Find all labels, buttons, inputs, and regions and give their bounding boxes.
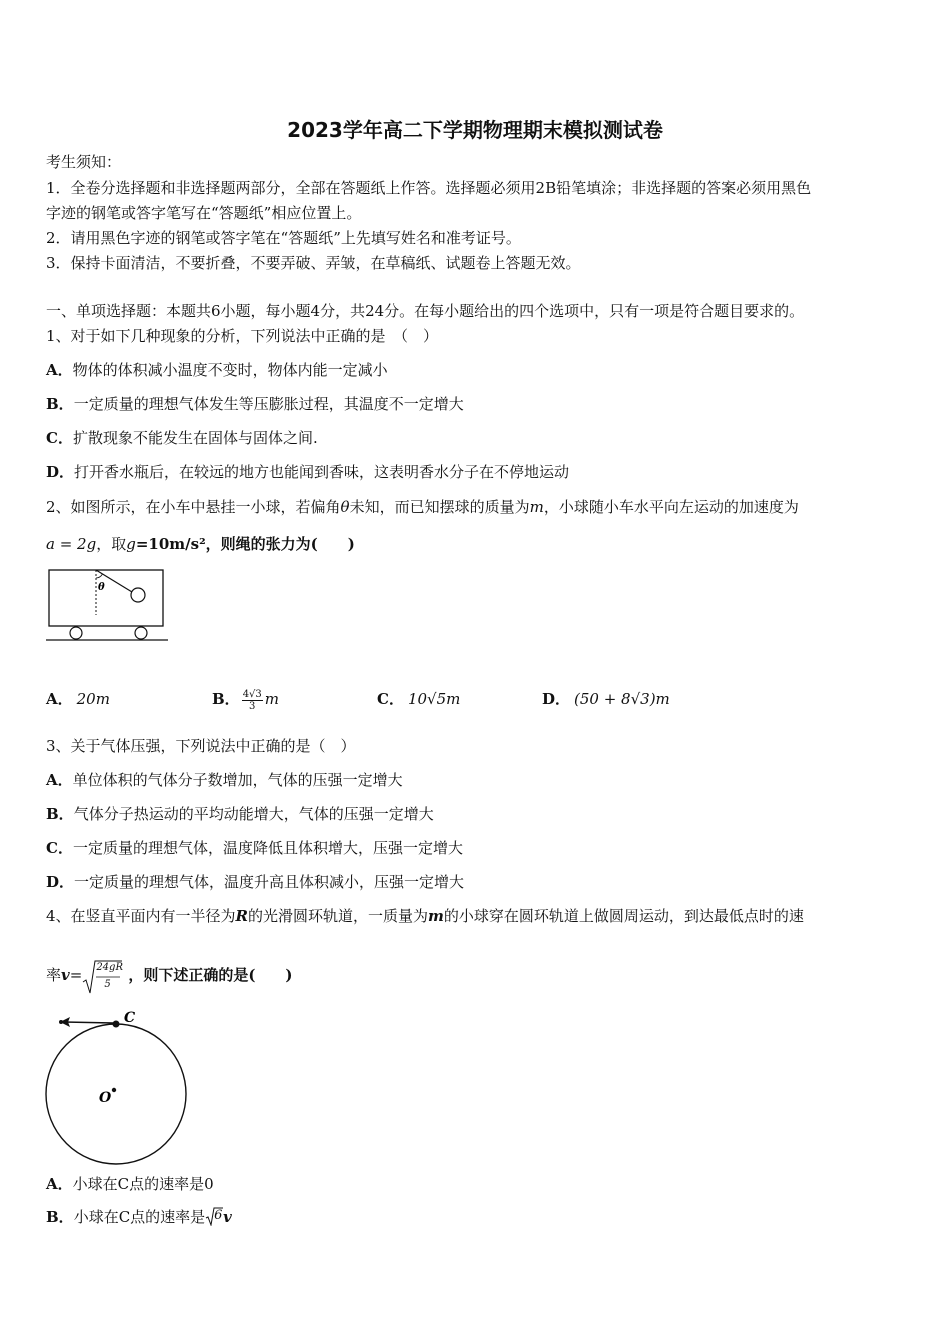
q1-option-c [46,428,318,448]
option-label: B． [46,805,74,823]
notice-item-1: 1．全卷分选择题和非选择题两部分，全部在答题纸上作答。选择题必须用2B铅笔填涂；非选择题的答案必须用黑色 [46,179,812,197]
fraction [242,689,263,712]
option-text: 10√5m [407,690,461,708]
mass-symbol: m [428,907,444,925]
option-label: C． [377,690,404,708]
fraction-numerator: 24gR [96,962,123,973]
option-label: D． [46,873,75,891]
notice-heading: 考生须知： [46,153,122,171]
q2-stem-line1 [46,497,799,517]
q3-option-c [46,838,463,858]
radicand: 6 [214,1208,223,1223]
option-label: A． [46,361,73,379]
option-unit: m [264,690,280,708]
option-label: B． [46,1208,74,1226]
q2-stem-part: ，则绳的张力为( ) [205,535,355,553]
page-title: 2023学年高二下学期物理期末模拟测试卷 [287,118,663,142]
label-c: C [124,1010,136,1026]
q1-option-a [46,360,388,380]
q2-stem-part: 未知，而已知摆球的质量为 [349,498,530,516]
q4-option-a [46,1174,214,1194]
option-label: B． [46,395,74,413]
cart-body [49,570,163,626]
q3-option-b [46,804,434,824]
radius-symbol: R [235,907,249,925]
q2-option-d [542,688,670,709]
q3-stem: 3、关于气体压强，下列说法中正确的是（ ） [46,737,356,755]
center-point [112,1088,116,1092]
cart-wheel-left [70,627,82,639]
fraction-denominator: 5 [104,979,111,990]
q2-option-a [46,688,110,709]
option-label: D． [46,463,75,481]
option-text: 扩散现象不能发生在固体与固体之间. [72,429,318,447]
q4-stem-part: 的小球穿在圆环轨道上做圆周运动，到达最低点时的速 [443,907,804,925]
q2-stem-line2 [46,534,355,554]
q2-stem-part: ，小球随小车水平向左运动的加速度为 [543,498,799,516]
option-text: 物体的体积减小温度不变时，物体内能一定减小 [72,361,388,379]
sqrt-fraction [82,960,122,992]
q3-option-a [46,770,403,790]
q3-option-d [46,872,464,892]
option-text: 小球在C点的速率是 [73,1208,206,1226]
arrow-tip-dot [59,1020,63,1024]
option-text: 气体分子热运动的平均动能增大，气体的压强一定增大 [73,805,434,823]
sqrt-6 [205,1206,223,1226]
option-label: B． [212,690,240,708]
q4-stem-part: 率 [46,966,62,984]
cart-pendulum-figure [44,565,170,645]
notice-item-2: 2．请用黑色字迹的钢笔或答字笔在“答题纸”上先填写姓名和准考证号。 [46,229,521,247]
q1-option-b [46,394,464,414]
label-o: O [99,1090,112,1106]
fraction-numerator: 4√3 [242,688,262,700]
circular-track-figure [40,1008,192,1166]
option-text: 打开香水瓶后，在较远的地方也能闻到香味，这表明香水分子在不停地运动 [74,463,570,481]
q4-option-b [46,1206,232,1227]
option-text: 小球在C点的速率是0 [72,1175,214,1193]
velocity-symbol: v [223,1208,232,1226]
notice-item-3: 3．保持卡面清洁，不要折叠，不要弄破、弄皱，在草稿纸、试题卷上答题无效。 [46,254,581,272]
option-text: (50 + 8√3)m [574,690,670,708]
q4-stem-part: 4、在竖直平面内有一半径为 [46,907,236,925]
pendulum-ball [131,588,145,602]
q4-stem-line1 [46,906,804,926]
q4-stem-part: 的光滑圆环轨道，一质量为 [248,907,429,925]
q4-stem-part: ，则下述正确的是( ) [128,966,293,984]
theta-symbol: θ [340,498,350,516]
option-label: A． [46,690,73,708]
q4-stem-line2 [46,960,293,992]
q2-option-c [377,688,460,709]
circular-track [46,1024,186,1164]
option-label: A． [46,771,73,789]
q2-option-b [212,688,279,712]
velocity-arrow [64,1022,114,1023]
q2-stem-part: 2、如图所示，在小车中悬挂一小球，若偏角 [46,498,341,516]
point-c [113,1021,120,1028]
option-label: A． [46,1175,73,1193]
q1-option-d [46,462,569,482]
acceleration-expression: a = 2g [46,535,97,553]
q1-stem: 1、对于如下几种现象的分析，下列说法中正确的是 （ ） [46,327,439,345]
mass-symbol: m [529,498,544,516]
option-text: 20m [76,690,110,708]
notice-item-1-cont: 字迹的钢笔或答字笔写在“答题纸”相应位置上。 [46,204,362,222]
g-value: =10m/s² [135,535,206,553]
q2-stem-part: ，取 [96,535,127,553]
option-label: C． [46,429,73,447]
option-text: 单位体积的气体分子数增加，气体的压强一定增大 [72,771,403,789]
option-text: 一定质量的理想气体发生等压膨胀过程，其温度不一定增大 [73,395,464,413]
section-heading: 一、单项选择题：本题共6小题，每小题4分，共24分。在每小题给出的四个选项中，只有一项是符合题目要求的。 [46,302,805,320]
angle-arc [96,574,103,578]
cart-wheel-right [135,627,147,639]
g-symbol: g [126,535,136,553]
equals-sign: = [69,966,83,984]
theta-label: θ [98,582,105,593]
option-text: 一定质量的理想气体，温度降低且体积增大，压强一定增大 [72,839,463,857]
option-label: D． [542,690,571,708]
velocity-symbol: v [61,966,70,984]
option-label: C． [46,839,73,857]
fraction-denominator: 3 [249,700,256,712]
option-text: 一定质量的理想气体，温度升高且体积减小，压强一定增大 [74,873,465,891]
